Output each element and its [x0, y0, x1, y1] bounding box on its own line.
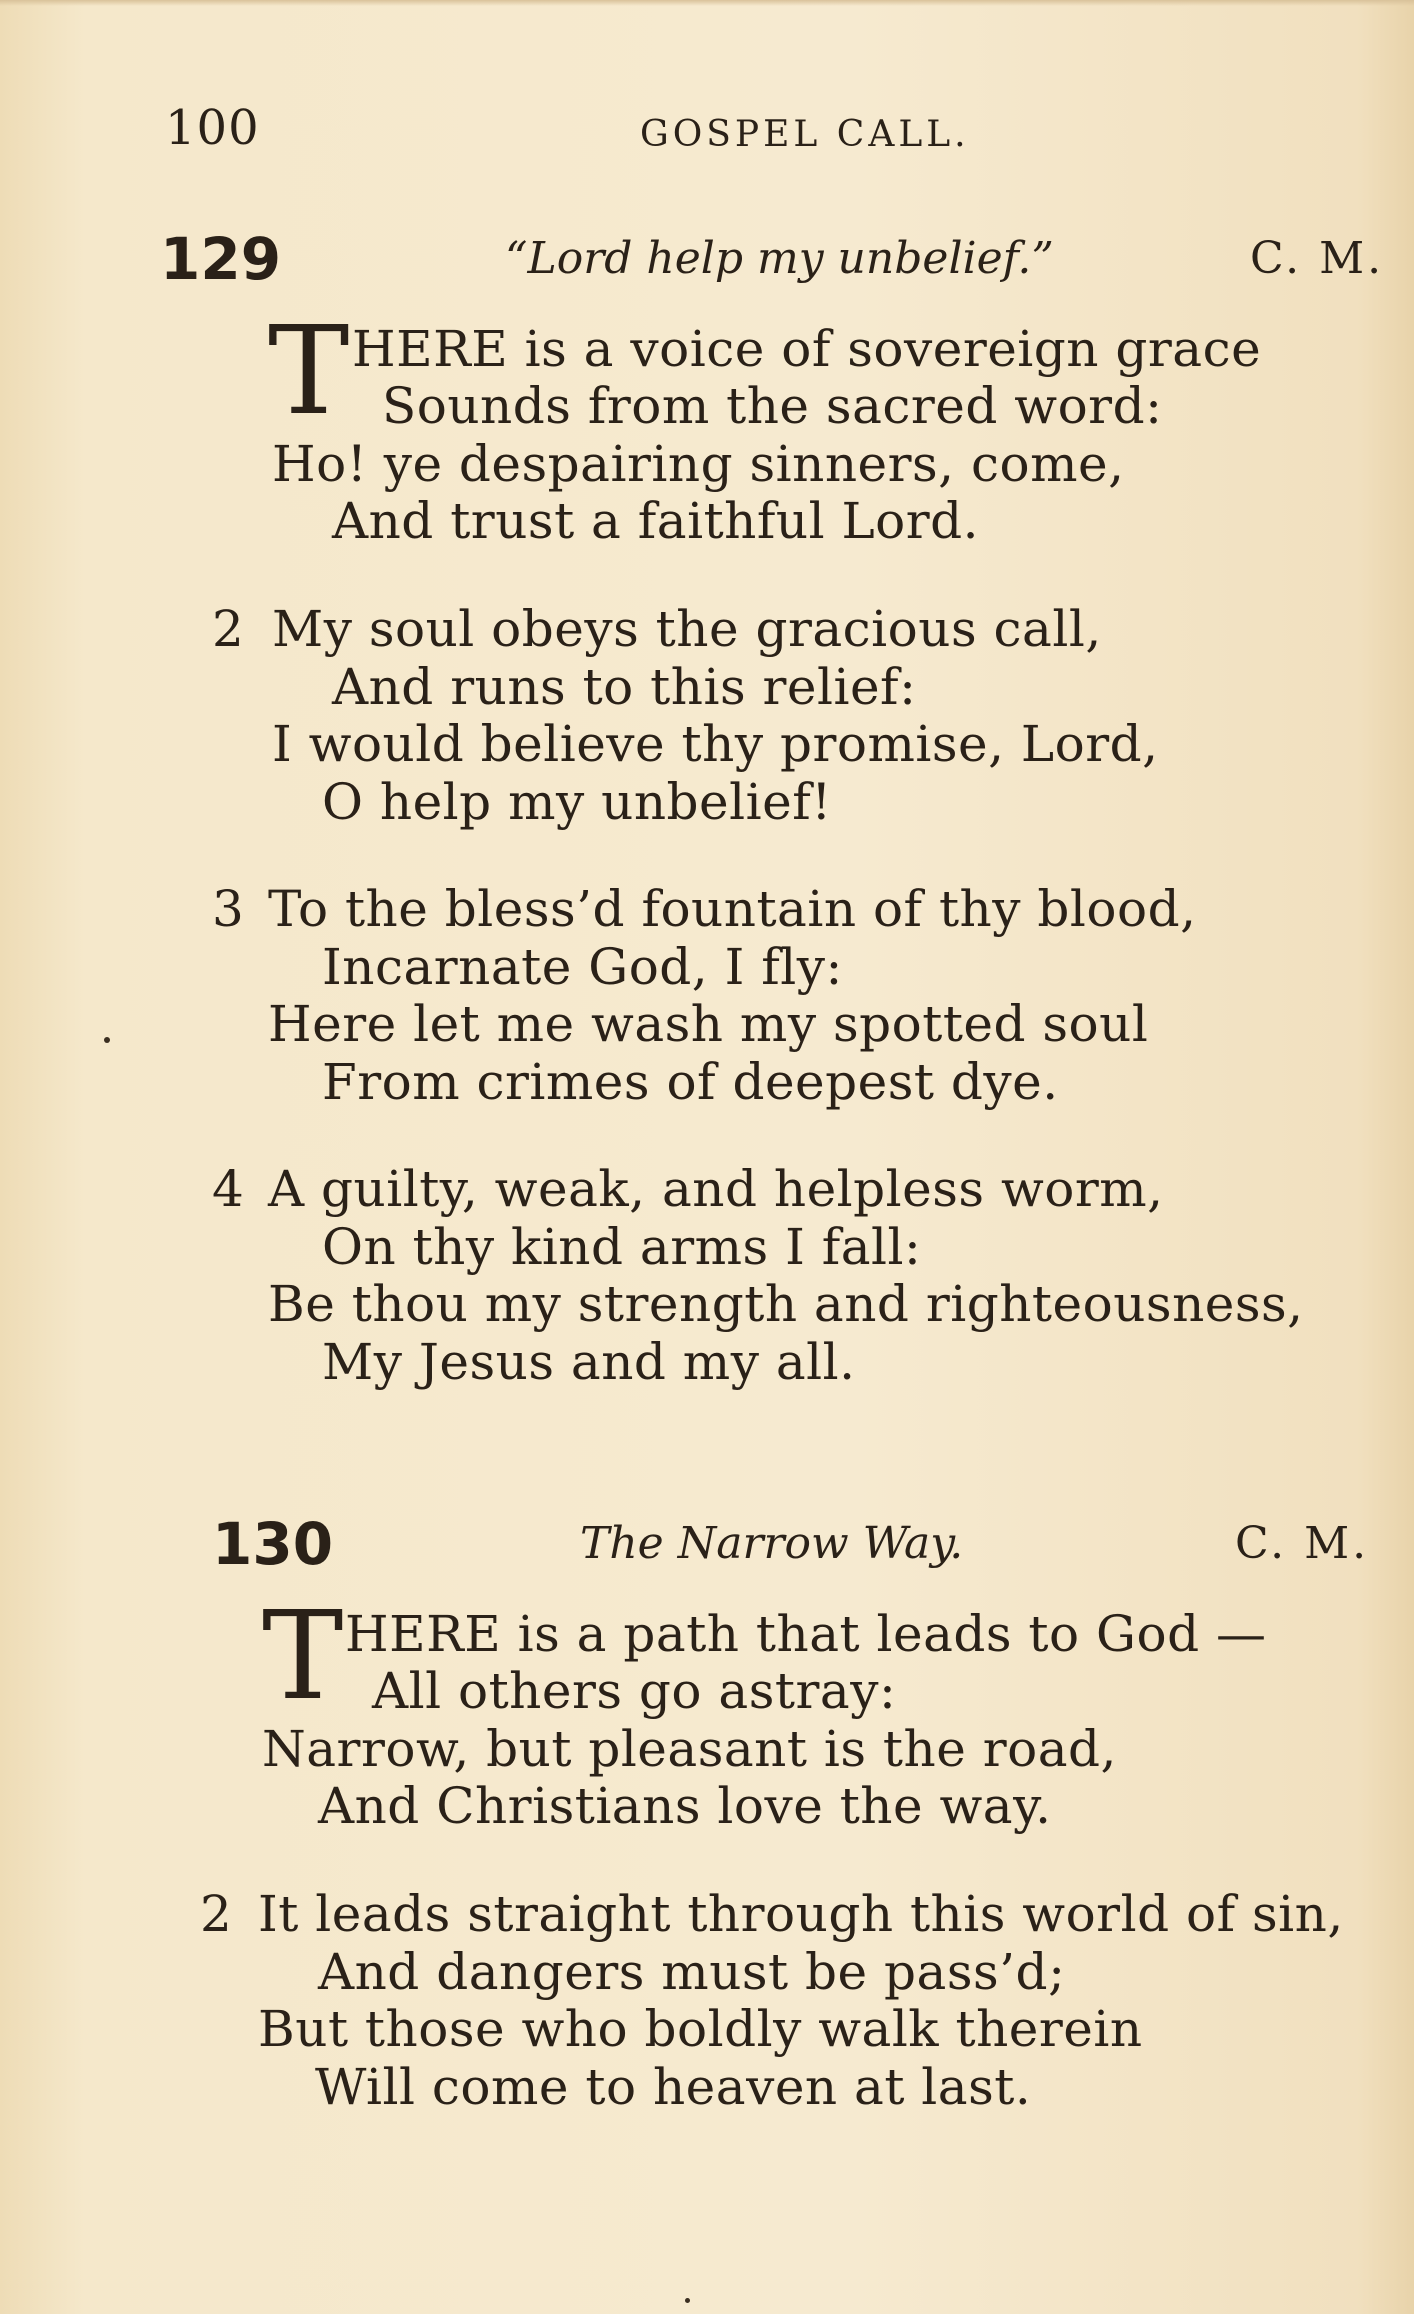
page-header	[165, 100, 1345, 170]
hymn-title: The Narrow Way.	[580, 1518, 964, 1569]
verse-line: Narrow, but pleasant is the road,	[262, 1720, 1117, 1778]
verse-line: To the bless’d fountain of thy blood,	[268, 880, 1197, 938]
verse-line: I would believe thy promise, Lord,	[272, 715, 1159, 773]
verse-line: My soul obeys the gracious call,	[272, 600, 1102, 658]
verse-line: Sounds from the sacred word:	[382, 377, 1163, 435]
verse-number: 3	[212, 880, 244, 938]
verse-line: All others go astray:	[372, 1662, 897, 1720]
verse-line: And trust a faithful Lord.	[332, 492, 980, 550]
ink-speck	[104, 1037, 110, 1043]
verse-line: Here let me wash my spotted soul	[268, 995, 1149, 1053]
verse-line: But those who boldly walk therein	[258, 2000, 1143, 2058]
verse-line: O help my unbelief!	[322, 773, 832, 831]
verse-line: My Jesus and my all.	[322, 1333, 856, 1391]
verse-line: A guilty, weak, and helpless worm,	[268, 1160, 1164, 1218]
verse-number: 2	[200, 1885, 232, 1943]
drop-cap: T	[262, 1585, 344, 1727]
verse-line: And runs to this relief:	[332, 658, 917, 716]
verse-line: Incarnate God, I fly:	[322, 938, 843, 996]
verse-line: And Christians love the way.	[318, 1777, 1052, 1835]
drop-cap: T	[268, 300, 350, 442]
ink-speck	[685, 2298, 690, 2303]
verse-line: It leads straight through this world of sin,	[258, 1885, 1344, 1943]
page-edge-shadow	[0, 0, 1414, 6]
verse-line: Be thou my strength and righteousness,	[268, 1275, 1304, 1333]
verse-line: From crimes of deepest dye.	[322, 1053, 1059, 1111]
hymn-number: 130	[212, 1510, 334, 1578]
page-number: 100	[165, 100, 260, 156]
verse-line: And dangers must be pass’d;	[318, 1943, 1066, 2001]
verse-line: On thy kind arms I fall:	[322, 1218, 922, 1276]
verse-line: HERE is a voice of sovereign grace	[352, 320, 1262, 378]
hymn-heading	[0, 1510, 1414, 1590]
running-title: GOSPEL CALL.	[640, 114, 970, 155]
verse-number: 4	[212, 1160, 244, 1218]
hymn-meter: C. M.	[1250, 233, 1385, 284]
hymn-heading	[0, 225, 1414, 305]
verse-line: HERE is a path that leads to God —	[345, 1605, 1267, 1663]
hymn-meter: C. M.	[1235, 1518, 1370, 1569]
verse-number: 2	[212, 600, 244, 658]
verse-line: Will come to heaven at last.	[315, 2058, 1032, 2116]
verse-line: Ho! ye despairing sinners, come,	[272, 435, 1125, 493]
hymn-number: 129	[160, 225, 282, 293]
hymn-title: “Lord help my unbelief.”	[505, 233, 1054, 284]
